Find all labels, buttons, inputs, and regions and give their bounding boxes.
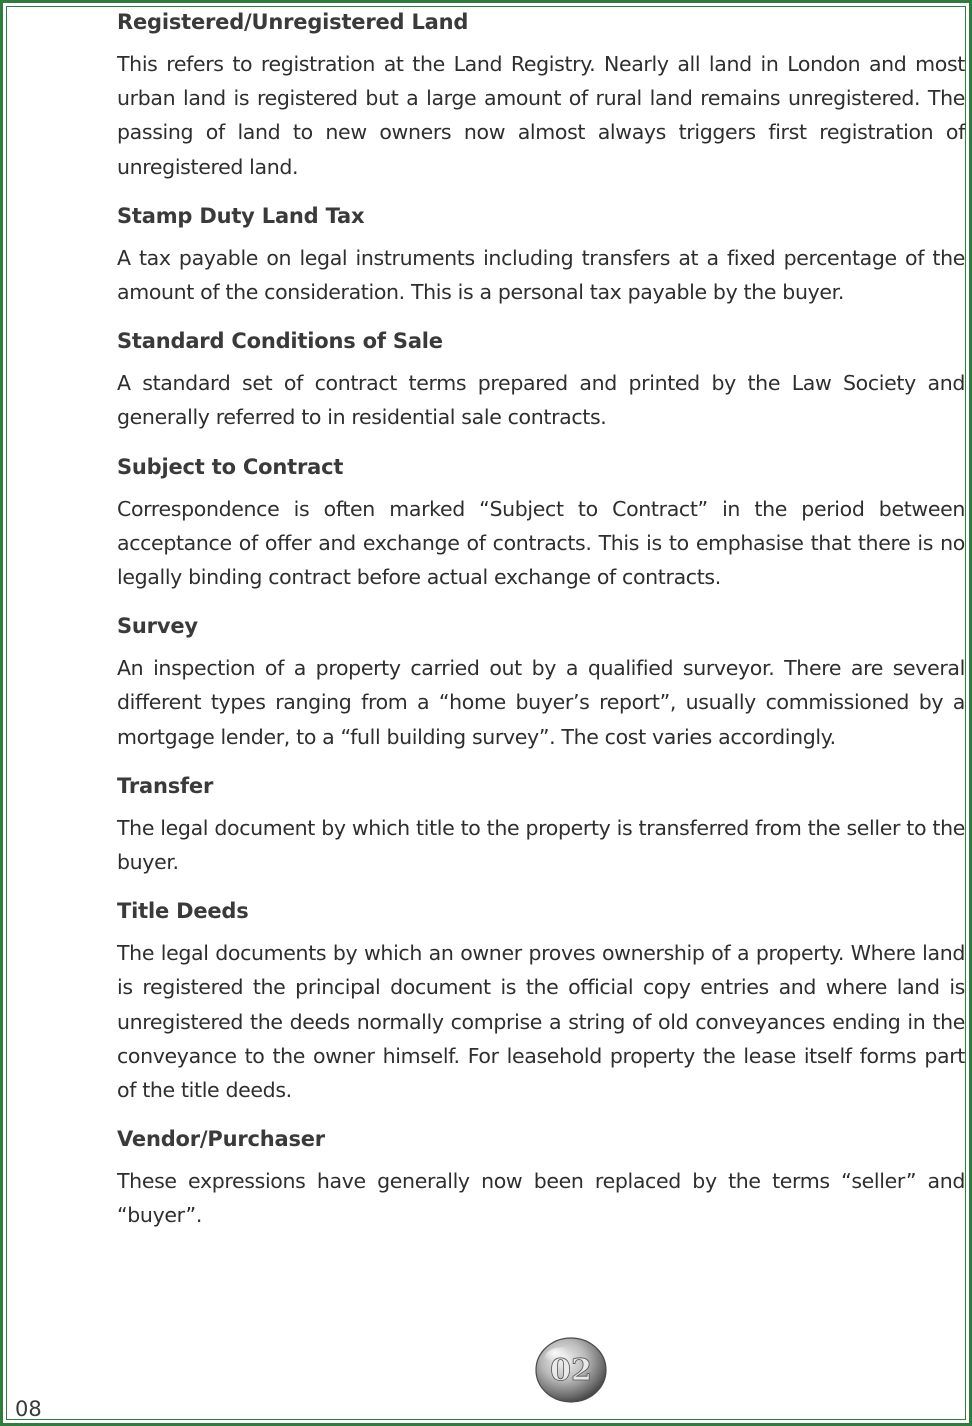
glossary-term: Vendor/Purchaser xyxy=(117,1127,325,1152)
glossary-entry xyxy=(117,5,965,184)
glossary-definition: An inspection of a property carried out by a qualified surveyor. There are several different types ranging from a “home buyer’s report”, usually commissioned by a mortgage lender, to a “full building survey”. The cost varies accordingly. xyxy=(117,656,965,749)
glossary-term: Standard Conditions of Sale xyxy=(117,329,443,354)
glossary-term: Survey xyxy=(117,614,198,639)
glossary-term: Subject to Contract xyxy=(117,454,344,479)
glossary-entry xyxy=(117,894,965,1107)
glossary-definition: These expressions have generally now been replaced by the terms “seller” and “buyer”. xyxy=(117,1169,965,1228)
glossary-entry xyxy=(117,609,965,754)
glossary-entry xyxy=(117,324,965,434)
glossary-entry xyxy=(117,1122,965,1232)
page-number: 08 xyxy=(15,1397,42,1421)
section-emblem-icon xyxy=(534,1335,608,1403)
glossary-definition: The legal documents by which an owner proves ownership of a property. Where land is registered the principal document is the official copy entries and where land is unregistered the deeds normally comprise a string of old conveyances ending in the conveyance to the owner himself. For leasehold property the lease itself forms part of the title deeds. xyxy=(117,941,965,1103)
glossary-content xyxy=(117,5,965,1248)
glossary-entry xyxy=(117,450,965,595)
glossary-entry xyxy=(117,769,965,879)
glossary-definition: The legal document by which title to the property is transferred from the seller to the buyer. xyxy=(117,815,965,875)
glossary-term: Stamp Duty Land Tax xyxy=(117,203,365,228)
glossary-definition: A standard set of contract terms prepared and printed by the Law Society and generally referred to in residential sale contracts. xyxy=(117,371,965,430)
glossary-term: Registered/Unregistered Land xyxy=(117,10,469,34)
glossary-entry xyxy=(117,199,965,309)
glossary-definition: Correspondence is often marked “Subject to Contract” in the period between acceptance of offer and exchange of contracts. This is to emphasise that there is no legally binding contract before actual exchange of contracts. xyxy=(117,496,965,590)
glossary-term: Transfer xyxy=(117,773,214,798)
emblem-text: 02 xyxy=(550,1353,592,1388)
glossary-definition: This refers to registration at the Land Registry. Nearly all land in London and most urban land is registered but a large amount of rural land remains unregistered. The passing of land to new owners now almost always triggers first registration of unregistered land. xyxy=(117,52,965,179)
glossary-term: Title Deeds xyxy=(117,899,249,924)
glossary-definition: A tax payable on legal instruments including transfers at a fixed percentage of the amount of the consideration. This is a personal tax payable by the buyer. xyxy=(117,245,965,305)
